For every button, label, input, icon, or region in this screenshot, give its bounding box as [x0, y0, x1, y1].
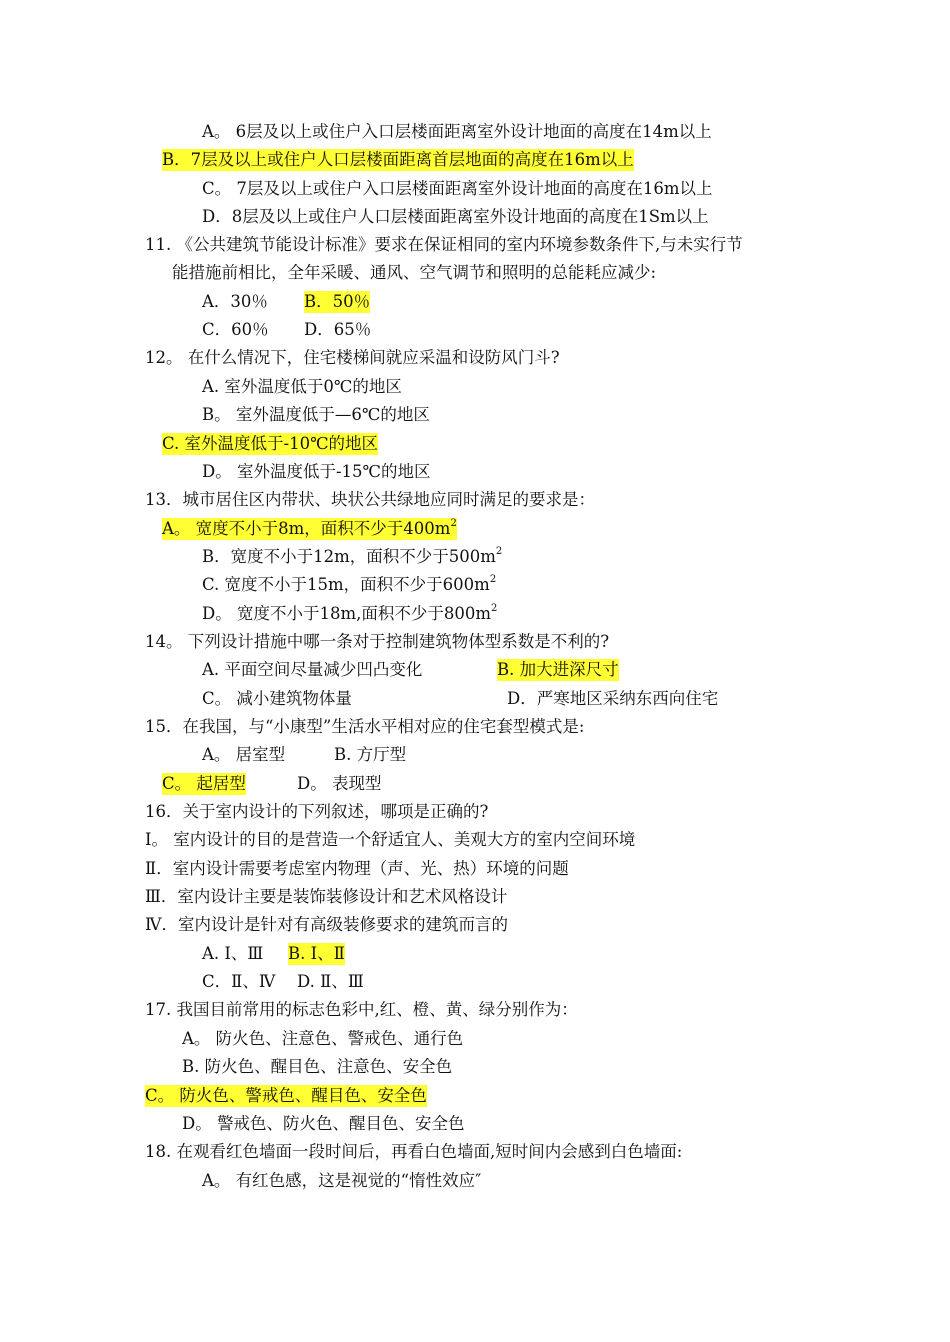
q10-option-b-answer: B．7层及以上或住户人口层楼面距离首层地面的高度在16m以上	[162, 150, 634, 169]
q14-option-b-answer: B. 加大进深尺寸	[497, 660, 619, 679]
q15-option-d: D。 表现型	[297, 774, 382, 793]
q10-option-a: A。 6层及以上或住户入口层楼面距离室外设计地面的高度在14m以上	[202, 122, 712, 141]
q16-statement-4: Ⅳ．室内设计是针对有高级装修要求的建筑而言的	[145, 915, 508, 934]
q13-option-d-text: D。 宽度不小于18m,面积不少于800m	[202, 604, 491, 623]
q15-stem: 15．在我国，与“小康型”生活水平相对应的住宅套型模式是:	[145, 717, 585, 736]
q16-statement-2: Ⅱ．室内设计需要考虑室内物理（声、光、热）环境的问题	[145, 859, 569, 878]
q10-option-d: D．8层及以上或住户人口层楼面距离室外设计地面的高度在1Sm以上	[202, 207, 709, 226]
q11-option-b-answer: B．50％	[304, 292, 371, 311]
q17-stem: 17. 我国目前常用的标志色彩中,红、橙、黄、绿分别作为：	[145, 1000, 578, 1019]
q12-stem: 12。 在什么情况下，住宅楼梯间就应采温和设防风门斗?	[145, 348, 560, 367]
q15-option-c-answer: C。 起居型	[162, 774, 246, 793]
q13-option-b	[202, 546, 502, 568]
q16-option-b-answer: B. Ⅰ、Ⅱ	[288, 944, 345, 963]
q15-option-b: B. 方厅型	[334, 745, 407, 764]
q17-option-b: B. 防火色、醒目色、注意色、安全色	[182, 1057, 453, 1076]
q13-option-c	[202, 574, 496, 596]
q10-option-c: C。 7层及以上或住户入口层楼面距离室外设计地面的高度在16m以上	[202, 179, 713, 198]
q14-stem: 14。 下列设计措施中哪一条对于控制建筑物体型系数是不利的?	[145, 632, 610, 651]
q16-statement-3: Ⅲ．室内设计主要是装饰装修设计和艺术风格设计	[145, 887, 508, 906]
q12-option-b: B。 室外温度低于—6℃的地区	[202, 405, 430, 424]
q14-option-a: A. 平面空间尽量减少凹凸变化	[202, 660, 423, 679]
q14-option-d: D．严寒地区采纳东西向住宅	[507, 689, 719, 708]
q18-option-a: A。 有红色感，这是视觉的“惰性效应″	[202, 1171, 482, 1190]
q17-option-a: A。 防火色、注意色、警戒色、通行色	[182, 1029, 464, 1048]
q16-option-a: A. Ⅰ、Ⅲ	[202, 944, 264, 963]
q17-option-d: D。 警戒色、防火色、醒目色、安全色	[182, 1114, 465, 1133]
q13-option-b-text: B．宽度不小于12m，面积不少于500m	[202, 547, 496, 566]
q13-stem: 13．城市居住区内带状、块状公共绿地应同时满足的要求是：	[145, 490, 595, 509]
q13-option-d	[202, 603, 497, 625]
q11-option-d: D．65％	[304, 320, 372, 339]
q15-option-a: A。 居室型	[202, 745, 286, 764]
q16-statement-1: Ⅰ。 室内设计的目的是营造一个舒适宜人、美观大方的室内空间环境	[145, 830, 636, 849]
q14-option-c: C。 减小建筑物体量	[202, 689, 352, 708]
q11-stem: 11. 《公共建筑节能设计标准》要求在保证相同的室内环境参数条件下,与未实行节	[145, 235, 743, 254]
q11-stem-cont: 能措施前相比，全年采暖、通风、空气调节和照明的总能耗应减少:	[172, 263, 657, 282]
superscript-2: 2	[489, 574, 497, 585]
q16-option-d: D. Ⅱ、Ⅲ	[297, 972, 364, 991]
q12-option-c-answer: C. 室外温度低于-10℃的地区	[162, 434, 379, 453]
q16-stem: 16．关于室内设计的下列叙述，哪项是正确的?	[145, 802, 489, 821]
superscript-2: 2	[450, 518, 457, 529]
q12-option-d: D。 室外温度低于-15℃的地区	[202, 462, 431, 481]
q13-option-a-text: A。 宽度不小于8m，面积不少于400m	[162, 519, 451, 538]
q13-option-c-text: C. 宽度不小于15m，面积不少于600m	[202, 575, 490, 594]
superscript-2: 2	[495, 546, 503, 557]
q17-option-c-answer: C。 防火色、警戒色、醒目色、安全色	[145, 1086, 427, 1105]
superscript-2: 2	[491, 603, 498, 614]
q11-option-c: C．60％	[202, 320, 269, 339]
q13-option-a-answer	[162, 518, 457, 540]
q12-option-a: A. 室外温度低于0℃的地区	[202, 377, 402, 396]
q11-option-a: A．30％	[202, 292, 268, 311]
q16-option-c: C．Ⅱ、Ⅳ	[202, 972, 276, 991]
q18-stem: 18. 在观看红色墙面一段时间后，再看白色墙面,短时间内会感到白色墙面:	[145, 1142, 683, 1161]
